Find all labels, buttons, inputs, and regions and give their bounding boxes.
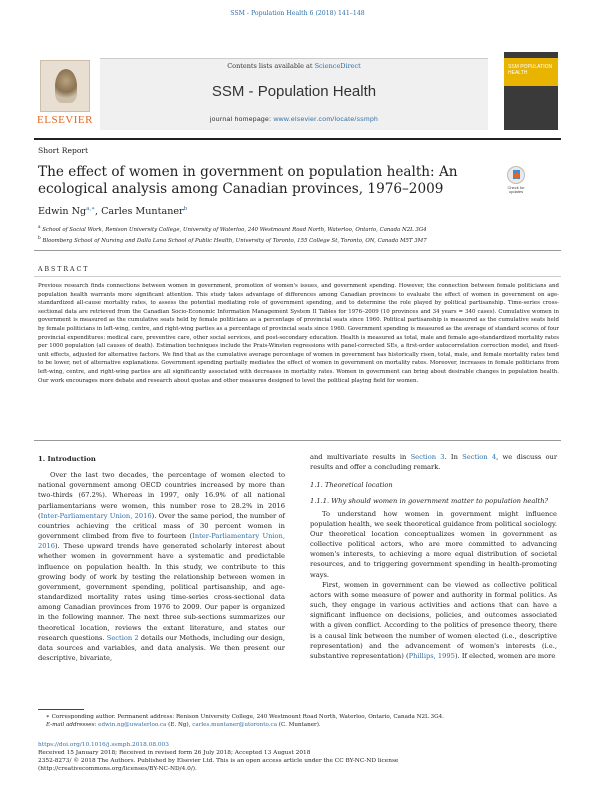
author-name[interactable]: , Carles Muntaner — [94, 206, 184, 218]
affiliations — [38, 223, 558, 245]
author-marks[interactable]: b — [183, 206, 188, 212]
footnote-rule — [38, 709, 84, 710]
license-line: 2352-8273/ © 2018 The Authors. Published by Elsevier Ltd. This is an open access article under the CC BY-NC-ND license — [38, 758, 399, 765]
footnote — [38, 713, 558, 729]
masthead — [34, 58, 561, 134]
paragraph — [310, 580, 557, 661]
cover-title: SSM POPULATION HEALTH — [508, 64, 553, 76]
elsevier-logo[interactable] — [34, 58, 96, 130]
header-rule — [34, 138, 561, 140]
elsevier-wordmark: ELSEVIER — [37, 114, 93, 126]
text-run: , we discuss our results and offer a concluding remark. — [310, 453, 558, 472]
article-metadata — [38, 741, 558, 773]
doi-link[interactable]: https://doi.org/10.1016/j.ssmph.2018.08.003 — [38, 742, 169, 748]
journal-cover-thumbnail[interactable] — [504, 52, 558, 130]
text-run: ). These upward trends have generated scholarly interest about whether women in government have a systematic and predictable influence on population health. In this study, we contribute to this growing body of work by testing the relationship between women in government, government spending, political partisanship, and age-standardized mortality rates using time-series cross-sectional data among Canadian provinces from 1976 to 2009. Our paper is organized in the following manner. The next three sub-sections summarizes our theoretical location, reviews the extant literature, and states our research questions. — [38, 542, 285, 642]
affiliation-mark: b — [38, 235, 41, 241]
section-heading: 1. Introduction — [38, 455, 96, 463]
article-title: The effect of women in government on population health: An ecological analysis among Canadian provinces, 1976–2009 — [38, 164, 458, 197]
paragraph — [38, 470, 285, 663]
body-column-right — [310, 452, 557, 661]
abstract-heading: ABSTRACT — [38, 266, 90, 273]
license-url[interactable]: (http://creativecommons.org/licenses/BY-NC-ND/4.0/). — [38, 766, 197, 773]
elsevier-tree-icon — [40, 60, 90, 112]
author-list — [38, 206, 187, 217]
text-run: details our Methods, including our design, data sources and variables, and data analysis. We then present our descriptive, bivariate, — [38, 633, 285, 662]
journal-title: SSM - Population Health — [211, 83, 377, 100]
email-link[interactable]: carles.muntaner@utoronto.ca — [192, 722, 278, 728]
section-link[interactable]: Section 2 — [106, 633, 139, 642]
affiliation — [38, 223, 558, 234]
affiliation-text: School of Social Work, Renison University College, University of Waterloo, 240 Westmount Road North, Waterloo, Ontario, Canada N2L 3G4 — [42, 226, 427, 233]
author-marks[interactable]: a,∗ — [86, 206, 95, 212]
crossmark-label: Check for updates — [507, 185, 525, 195]
email-owner: (C. Muntaner). — [277, 722, 321, 728]
affiliation — [38, 234, 558, 245]
journal-banner — [100, 58, 488, 130]
email-link[interactable]: edwin.ng@uwaterloo.ca — [98, 722, 167, 728]
running-head[interactable]: SSM - Population Health 6 (2018) 141–148 — [230, 10, 365, 17]
divider — [34, 250, 561, 251]
paragraph: To understand how women in government might influence population health, we seek theoretical guidance from political sociology. Our theoretical location conceptualizes women in government as collective political actors, who are more committed to advancing women's interests, to achieving a more equal distribution of societal resources, and to triggering government spending in health-promoting ways. — [310, 509, 557, 579]
body-column-left — [38, 452, 285, 663]
crossmark-icon — [507, 166, 525, 184]
check-for-updates-button[interactable] — [505, 166, 527, 196]
section-link[interactable]: Section 4 — [462, 453, 497, 461]
text-run: . In — [444, 453, 463, 461]
sciencedirect-link[interactable]: ScienceDirect — [314, 62, 361, 70]
text-run: and multivariate results in — [310, 453, 411, 461]
article-type: Short Report — [38, 146, 89, 155]
homepage-link[interactable]: www.elsevier.com/locate/ssmph — [273, 116, 379, 123]
divider — [34, 276, 561, 277]
author-name[interactable]: Edwin Ng — [38, 206, 87, 218]
email-line — [38, 721, 558, 729]
citation-link[interactable]: Phillips, 1995 — [408, 651, 455, 660]
homepage-prefix: journal homepage: — [209, 116, 274, 123]
text-run: Over the last two decades, the percentage of women elected to national government among OECD countries increased by more than two-thirds (67.2%). Whereas in 1997, only 16.9% of all national parliamentarians were women, this number rose to 28.2% in 2016 ( — [38, 471, 285, 520]
email-owner: (E. Ng), — [166, 722, 193, 728]
history-line: Received 15 January 2018; Received in revised form 26 July 2018; Accepted 13 August 2018 — [38, 750, 311, 757]
text-run: ). Over the same period, the number of countries achieving the critical mass of 30 percent women in government climbed from five to fourteen ( — [38, 511, 286, 541]
citation-link[interactable]: Inter-Parliamentary Union, 2016 — [40, 511, 152, 520]
subsubsection-heading: 1.1.1. Why should women in government matter to population health? — [310, 497, 549, 506]
affiliation-text: Bloomberg School of Nursing and Dalla Lana School of Public Health, University of Toronto, 155 College St, Toronto, ON, Canada M5T 3M7 — [42, 238, 427, 244]
corresponding-author-note: ∗ Corresponding author. Permanent address: Renison University College, 240 Westmount Road North, Waterloo, Ontario, Canada N2L 3G4. — [46, 714, 444, 720]
abstract-text: Previous research finds connections between women in government, promotion of women's issues, and government spending. However, the connection between female politicians and population health warrants more significant attention. This study takes advantage of differences among Canadian provinces to evaluate the effect of women in government on age-standardized all-cause mortality rates, to assess the potential mediating role of government spending, and to determine the role played by political partisanship. Time-series cross-sectional data are retrieved from the Canadian Socio-Economic Information Management System II Tables for 1976–2009 (10 provinces and 34 years = 340 cases). Cumulative women in government is measured as the cumulative seats held by female politicians as a percentage of provincial seats since 1960. Political partisanship is measured as the cumulative seats held by female politicians in left-wing, centre, and right-wing parties as a percentage of provincial seats since 1960. Government spending is measured as the average of standard scores of four provincial expenditures: medical care, preventive care, other social services, and post-secondary education. Health is measured as total, male and female age-standardized mortality rates per 1000 population (all causes of death). Estimation techniques include the Prais-Winsten regressions with panel-corrected SEs, a first-order autocorrelation correction model, and fixed-unit effects, adjusted for alternative factors. We find that as the cumulative average percentage of women in government has historically risen, total, male, and female mortality rates tend to be lower, net of alternative explanations. Government spending partially mediates the effect of women in government on mortality rates. Moreover, increases in female politicians from left-wing, centre, and right-wing parties are all significantly associated with decreases in mortality rates. Women in government can bring about desirable changes in population health. Our work encourages more debate and research about quotas and other measures designed to level the political playing field for women. — [38, 283, 559, 384]
contents-line — [100, 62, 488, 70]
subsection-heading: 1.1. Theoretical location — [310, 481, 393, 490]
paragraph — [310, 452, 557, 472]
journal-homepage — [100, 116, 488, 123]
affiliation-mark: a — [38, 224, 41, 229]
contents-prefix: Contents lists available at — [227, 62, 315, 70]
divider — [34, 440, 561, 441]
citation-link[interactable]: Inter-Parliamentary Union, 2016 — [38, 532, 285, 551]
text-run: ). If elected, women are more — [454, 651, 556, 660]
text-run: First, women in government can be viewed as collective political actors with some measure of power and authority in formal politics. As such, they engage in various activities and actions that can have a significant influence on decisions, policies, and outcomes associated with a given conflict. According to the politics of presence theory, there is a causal link between the number of women elected (i.e., descriptive representation) and the advancement of women's interests (i.e., substantive representation) ( — [310, 580, 557, 660]
email-label: E-mail addresses: — [46, 722, 99, 728]
section-link[interactable]: Section 3 — [410, 453, 445, 461]
